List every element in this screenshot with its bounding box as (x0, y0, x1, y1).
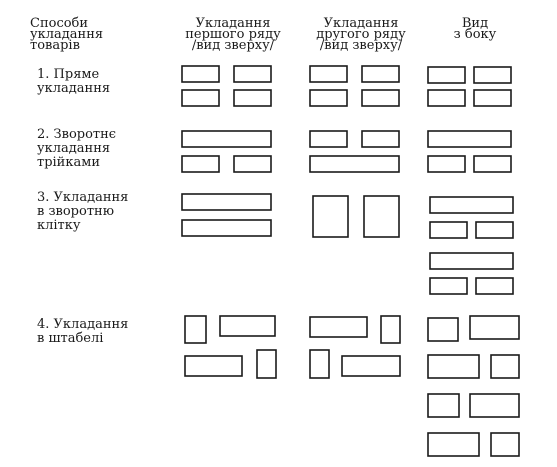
box (428, 433, 479, 456)
box (428, 67, 465, 83)
box (430, 278, 467, 294)
box (428, 156, 465, 172)
method-2-label: 2. Зворотнє укладання трійками (37, 127, 117, 170)
box (313, 196, 348, 237)
box (234, 156, 271, 172)
box (364, 196, 399, 237)
box (476, 222, 513, 238)
box (182, 90, 219, 106)
box (430, 253, 513, 269)
box (310, 350, 329, 378)
box (182, 156, 219, 172)
box (476, 278, 513, 294)
box (257, 350, 276, 378)
box (428, 318, 458, 341)
header-first-row: Укладання першого ряду /вид зверху/ (185, 16, 281, 53)
box (310, 90, 347, 106)
method-3-label: 3. Укладання в зворотню клітку (37, 190, 129, 233)
box (310, 131, 347, 147)
box (342, 356, 400, 376)
box (310, 66, 347, 82)
box (470, 316, 519, 339)
method-1-boxes (182, 66, 511, 106)
box (362, 90, 399, 106)
box (310, 317, 367, 337)
box (474, 67, 511, 83)
box (182, 220, 271, 236)
box (362, 131, 399, 147)
box (362, 66, 399, 82)
box (182, 194, 271, 210)
box (428, 90, 465, 106)
method-3-boxes (182, 194, 513, 294)
box (220, 316, 275, 336)
box (185, 316, 206, 343)
box (234, 90, 271, 106)
header-methods: Способи укладання товарів (30, 16, 104, 53)
box (310, 156, 399, 172)
box (381, 316, 400, 343)
method-1-label: 1. Пряме укладання (37, 67, 111, 96)
box (182, 66, 219, 82)
box (428, 131, 511, 147)
method-4-label: 4. Укладання в штабелі (37, 317, 129, 346)
box (491, 355, 519, 378)
method-2-boxes (182, 131, 511, 172)
header-side-view: Вид з боку (453, 16, 497, 42)
box (430, 222, 467, 238)
box (474, 156, 511, 172)
box (430, 197, 513, 213)
box (428, 355, 479, 378)
header-second-row: Укладання другого ряду /вид зверху/ (316, 16, 406, 53)
box (474, 90, 511, 106)
box (185, 356, 242, 376)
box (470, 394, 519, 417)
box (428, 394, 459, 417)
method-4-boxes (185, 316, 519, 456)
box (234, 66, 271, 82)
box (491, 433, 519, 456)
box (182, 131, 271, 147)
